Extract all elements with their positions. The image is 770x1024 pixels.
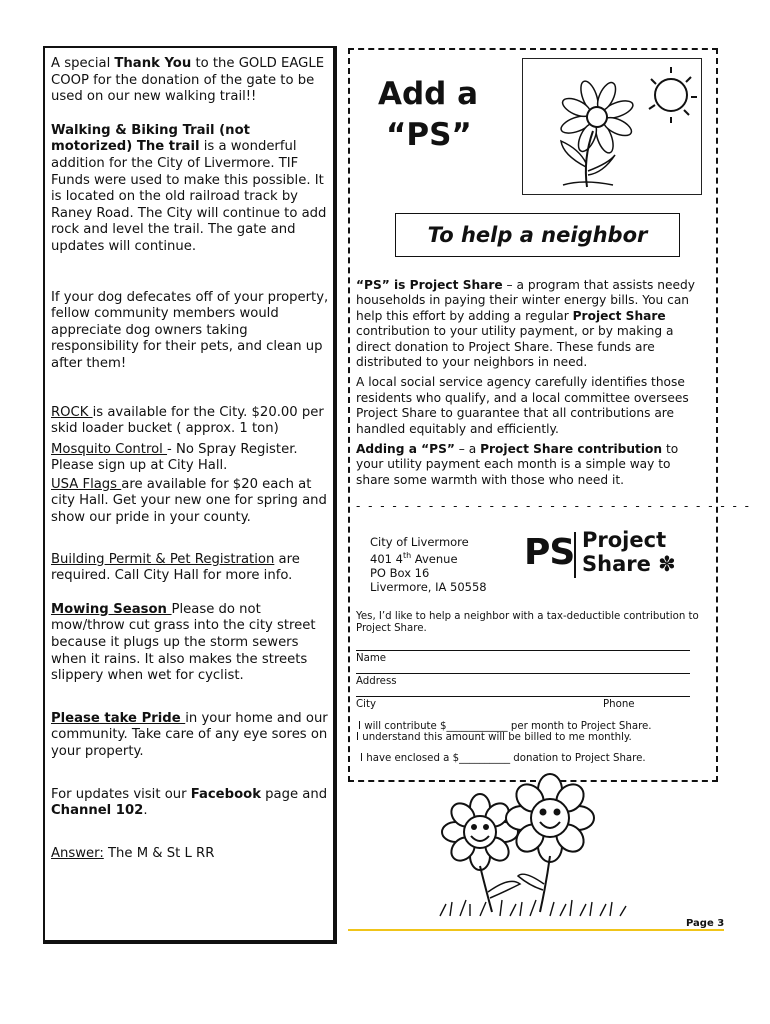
mowing-note: Mowing Season Please do not mow/throw cut grass into the city street because it plugs up the storm sewers when it rains. It also makes the streets slippery when wet for cyclist.	[51, 601, 316, 684]
enclosed-donation-field[interactable]: I have enclosed a $__________ donation to Project Share.	[360, 753, 646, 764]
flags-note: USA Flags are available for $20 each at city Hall. Get your new one for spring and show our pride in your county.	[51, 476, 327, 526]
answer-note: Answer: The M & St L RR	[51, 845, 215, 861]
project-share-info	[356, 278, 708, 488]
add-ps-heading: Add a “PS”	[378, 76, 479, 153]
city-label: City	[356, 699, 376, 710]
address-label: Address	[356, 676, 397, 687]
monthly-contribution-field[interactable]: I will contribute $____________ per month to Project Share.	[358, 721, 652, 732]
mailing-address: City of Livermore 401 4th Avenue PO Box 16 Livermore, IA 50558	[370, 535, 487, 594]
name-line[interactable]	[356, 650, 690, 651]
mosquito-note: Mosquito Control - No Spray Register. Please sign up at City Hall.	[51, 441, 298, 474]
project-share-logo: PS Project Share ✽	[524, 528, 676, 576]
help-neighbor-box: To help a neighbor	[395, 213, 680, 257]
left-column	[43, 46, 337, 944]
page-number: Page 3	[686, 918, 725, 929]
info-paragraph-2: A local social service agency carefully identifies those residents who qualify, and a local committee oversees Project Share to guarantee that all contributions are handled equitably and efficiently.	[356, 375, 689, 436]
flower-sun-drawing	[523, 59, 701, 194]
cut-line: - - - - - - - - - - - - - - - - - - - - - - - - - - - - - - - - -	[356, 499, 751, 513]
footer-rule	[348, 929, 724, 931]
address-line[interactable]	[356, 673, 690, 674]
smiling-flowers-illustration	[440, 780, 680, 920]
smiling-flowers-drawing	[440, 780, 680, 920]
flower-sun-illustration	[522, 58, 702, 195]
info-paragraph-3: Adding a “PS” – a Project Share contribution to your utility payment each month is a simple way to share some warmth with those who need it.	[356, 442, 679, 487]
permit-note: Building Permit & Pet Registration are required. Call City Hall for more info.	[51, 551, 300, 584]
form-intro: Yes, I’d like to help a neighbor with a tax-deductible contribution to Project Share.	[356, 611, 699, 634]
left-column-text	[51, 56, 331, 862]
thank-you-note: A special Thank You to the GOLD EAGLE COOP for the donation of the gate to be used on our new walking trail!!	[51, 56, 325, 105]
city-phone-line[interactable]	[356, 696, 690, 697]
phone-label: Phone	[603, 699, 635, 710]
info-paragraph-1: “PS” is Project Share – a program that assists needy households in paying their winter energy bills. You can help this effort by adding a regular Project Share contribution to your utility payment, or by making a direct donation to Project Share. These funds are distributed to your neighbors in need.	[356, 278, 695, 370]
trail-note: Walking & Biking Trail (not motorized) The trail is a wonderful addition for the City of Livermore. TIF Funds were used to make this possible. It is located on the old railroad track by Raney Road. The City will continue to add rock and level the trail. The gate and updates will continue.	[51, 122, 327, 254]
name-label: Name	[356, 653, 387, 664]
updates-note: For updates visit our Facebook page and Channel 102.	[51, 786, 328, 819]
billing-note: I understand this amount will be billed to me monthly.	[356, 732, 632, 743]
dog-note: If your dog defecates off of your property, fellow community members would appreciate dog owners taking responsibility for their pets, and clean up after them!	[51, 289, 329, 371]
rock-note: ROCK is available for the City. $20.00 per skid loader bucket ( approx. 1 ton)	[51, 404, 324, 437]
pride-note: Please take Pride in your home and our community. Take care of any eye sores on your property.	[51, 710, 328, 759]
